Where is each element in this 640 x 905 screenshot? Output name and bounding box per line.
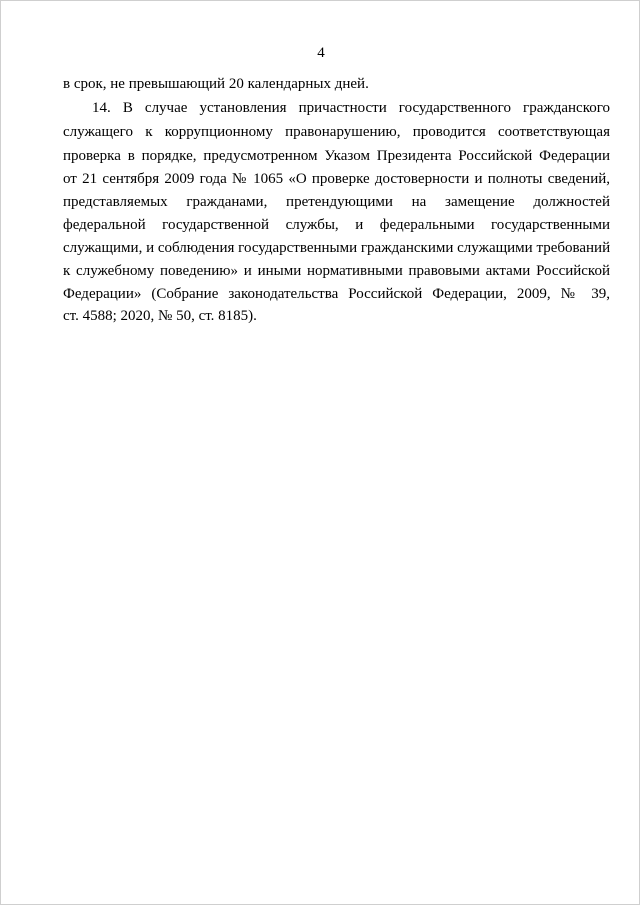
text-line: Федерации» (Собрание законодательства Российской Федерации, 2009, № 39, [63, 286, 610, 302]
text-line: в срок, не превышающий 20 календарных дней. [63, 76, 369, 92]
page-number: 4 [317, 45, 325, 61]
paragraph-14-first-line: 14. В случае установления причастности государственного гражданского [92, 100, 610, 116]
text-line: ст. 4588; 2020, № 50, ст. 8185). [63, 308, 257, 324]
text-line: от 21 сентября 2009 года № 1065 «О проверке достоверности и полноты сведений, [63, 171, 610, 187]
text-line: представляемых гражданами, претендующими на замещение должностей [63, 194, 610, 210]
text-line: служащими, и соблюдения государственными гражданскими служащими требований [63, 240, 611, 256]
text-line: к служебному поведению» и иными нормативными правовыми актами Российской [63, 263, 610, 279]
text-line: федеральной государственной службы, и федеральными государственными [63, 217, 610, 233]
text-line: служащего к коррупционному правонарушению, проводится соответствующая [63, 124, 610, 140]
text-line: проверка в порядке, предусмотренном Указом Президента Российской Федерации [63, 148, 610, 164]
